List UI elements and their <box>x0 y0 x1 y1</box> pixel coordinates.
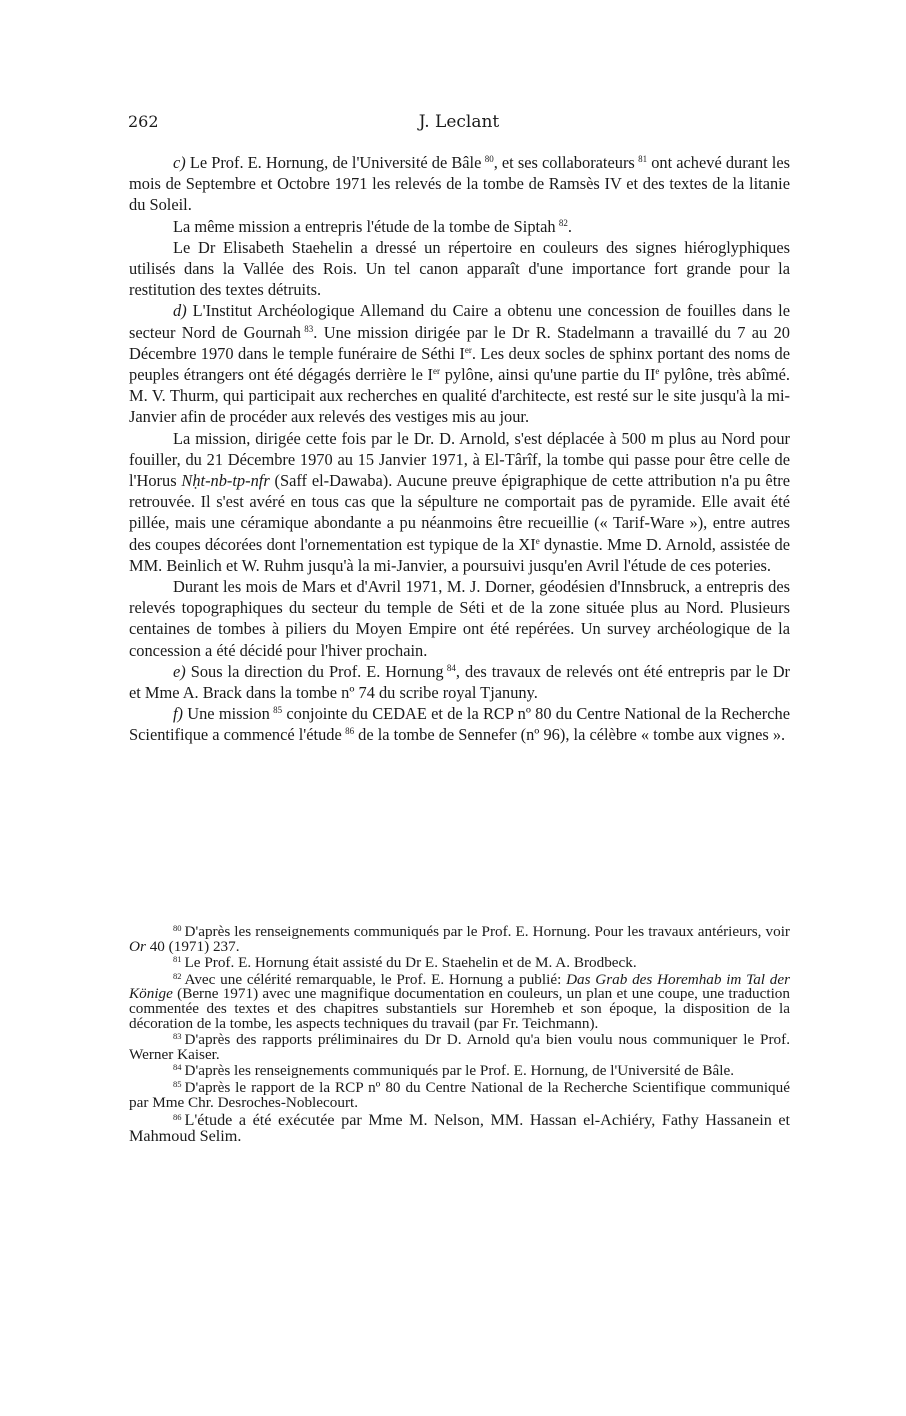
text-run: . Une mission dirigée par le Dr R. Stadelmann a travaillé du 7 au 20 Décembre 1970 dans le temple funéraire de Séthi I <box>129 322 790 363</box>
text-run: L'Institut Archéologique Allemand du Caire a obtenu une concession de fouilles dans le secteur Nord de Gournah <box>129 301 790 342</box>
text-run: Une mission <box>183 704 270 724</box>
footnote <box>129 956 790 971</box>
text-run: ont achevé durant les mois de Septembre et Octobre 1971 les relevés de la tombe de Ramsès IV et des textes de la litanie du Soleil. <box>129 153 791 215</box>
footnote <box>129 925 790 954</box>
text-run: de la tombe de Sennefer (nº 96), la célèbre « tombe aux vignes ». <box>354 725 786 745</box>
footnote-mark: 81 <box>173 954 182 965</box>
footnote-text: D'après les renseignements communiqués par le Prof. E. Hornung. Pour les travaux antérieurs, voir <box>184 923 790 940</box>
text-run: La même mission a entrepris l'étude de la tombe de Siptah <box>173 216 556 236</box>
footnote <box>129 1112 790 1144</box>
footnote-ref: 83 <box>304 323 314 334</box>
paragraph-e <box>129 661 790 703</box>
footnote-text: D'après les renseignements communiqués par le Prof. E. Hornung, de l'Université de Bâle. <box>184 1062 735 1080</box>
footnote-mark: 83 <box>173 1031 182 1042</box>
paragraph <box>129 428 790 576</box>
footnote-text: (Berne 1971) avec une magnifique documentation en couleurs, un plan et une coupe, une traduction commentée des textes et des chapitres substantiels sur Horemheb et son époque, la disposition de la décoration de la tombe, les aspects techniques du travail (par Fr. Teichmann). <box>129 985 790 1032</box>
footnote-text: D'après le rapport de la RCP nº 80 du Centre National de la Recherche Scientifique communiqué par Mme Chr. Desroches-Noblecourt. <box>129 1078 790 1111</box>
footnotes <box>129 925 790 1146</box>
superscript: er <box>464 344 472 355</box>
section-label: f) <box>173 704 184 724</box>
text-run: , des travaux de relevés ont été entrepris par le Dr et Mme A. Brack dans la tombe nº 74 du scribe royal Tjanuny. <box>129 661 790 703</box>
footnote <box>129 1033 790 1062</box>
text-run: Le Prof. E. Hornung, de l'Université de Bâle <box>185 153 482 172</box>
footnote-ref: 86 <box>345 726 355 737</box>
footnote-ref: 85 <box>273 705 283 716</box>
footnote-text: Le Prof. E. Hornung était assisté du Dr E. Staehelin et de M. A. Brodbeck. <box>184 954 637 972</box>
text-run: pylône, très abîmé. M. V. Thurm, qui participait aux recherches en qualité d'architecte, est resté sur le site jusqu'à la mi-Janvier afin de procéder aux relevés des vestiges mis au jour. <box>129 365 790 427</box>
paragraph-f <box>129 703 790 745</box>
paragraph-d <box>129 300 790 427</box>
footnote-ref: 84 <box>446 662 456 673</box>
superscript: er <box>433 366 441 377</box>
footnote-mark: 86 <box>173 1112 182 1123</box>
footnote-mark: 85 <box>173 1078 182 1089</box>
horus-name: Nḥt-nb-tp-nfr <box>181 471 270 491</box>
footnote-text: 40 (1971) 237. <box>145 937 240 955</box>
text-run: pylône, ainsi qu'une partie du II <box>440 365 656 385</box>
superscript: e <box>655 366 660 377</box>
text-run: conjointe du CEDAE et de la RCP nº 80 du Centre National de la Recherche Scientifique a commencé l'étude <box>129 704 790 745</box>
footnote-text: D'après des rapports préliminaires du Dr D. Arnold qu'a bien voulu nous communiquer le Prof. Werner Kaiser. <box>129 1031 790 1063</box>
paragraph-c <box>129 152 790 216</box>
footnote <box>129 970 790 1032</box>
section-label: e) <box>173 661 186 681</box>
footnote-ref: 80 <box>484 154 494 164</box>
text-run: dynastie. Mme D. Arnold, assistée de MM. Beinlich et W. Ruhm jusqu'à la mi-Janvier, a poursuivi jusqu'en Avril l'étude de ces poteries. <box>129 534 790 575</box>
footnote-mark: 84 <box>173 1062 182 1073</box>
text-run: . <box>567 216 572 236</box>
footnote-mark: 82 <box>173 970 182 981</box>
text-run: , et ses collaborateurs <box>493 153 635 172</box>
book-title: Das Grab des Horemhab im Tal der Könige <box>129 970 790 1003</box>
footnote-ref: 81 <box>638 154 648 164</box>
superscript: e <box>535 535 540 546</box>
text-run: . Les deux socles de sphinx portant des noms de peuples étrangers ont été dégagés derrière le I <box>129 343 790 385</box>
page-number: 262 <box>128 112 159 131</box>
text-run: (Saff el-Dawaba). Aucune preuve épigraphique de cette attribution n'a pu être retrouvée. Il s'est avéré en tous cas que la sépulture ne comportait pas de pyramide. Elle avait été pillée, mais une céramique abondante a pu néanmoins être recueillie (« Tarif-Ware »), entre autres des coupes décorées dont l'ornementation est typique de la XI <box>129 471 790 554</box>
paragraph: Durant les mois de Mars et d'Avril 1971, M. J. Dorner, géodésien d'Innsbruck, a entrepris des relevés topographiques du secteur du temple de Séti et de la zone située plus au Nord. Plusieurs centaines de tombes à piliers du Moyen Empire ont été repérées. Un survey archéologique de la concession a été décidé pour l'hiver prochain. <box>129 577 790 660</box>
section-label: d) <box>173 301 187 321</box>
text-run: Sous la direction du Prof. E. Hornung <box>185 661 444 681</box>
journal-abbrev: Or <box>129 937 146 955</box>
page-header <box>128 112 790 138</box>
paragraph <box>129 216 790 237</box>
text-run: La mission, dirigée cette fois par le Dr. D. Arnold, s'est déplacée à 500 m plus au Nord pour fouiller, du 21 Décembre 1970 au 15 Janvier 1971, à El-Târîf, la tombe qui passe pour être celle de l'Horus <box>129 428 790 491</box>
footnote <box>129 1064 790 1079</box>
footnote-mark: 80 <box>173 923 182 933</box>
footnote-text: L'étude a été exécutée par Mme M. Nelson, MM. Hassan el-Achiéry, Fathy Hassanein et Mahmoud Selim. <box>129 1111 790 1146</box>
paragraph: Le Dr Elisabeth Staehelin a dressé un répertoire en couleurs des signes hiéroglyphiques utilisés dans la Vallée des Rois. Un tel canon apparaît d'une importance fort grande pour la restitution des textes détruits. <box>129 237 790 300</box>
footnote <box>129 1078 790 1111</box>
section-label: c) <box>173 153 186 172</box>
footnote-text: Avec une célérité remarquable, le Prof. E. Hornung a publié: <box>184 970 567 988</box>
footnote-ref: 82 <box>558 217 568 228</box>
running-head: J. Leclant <box>418 112 500 132</box>
main-text <box>129 152 790 746</box>
